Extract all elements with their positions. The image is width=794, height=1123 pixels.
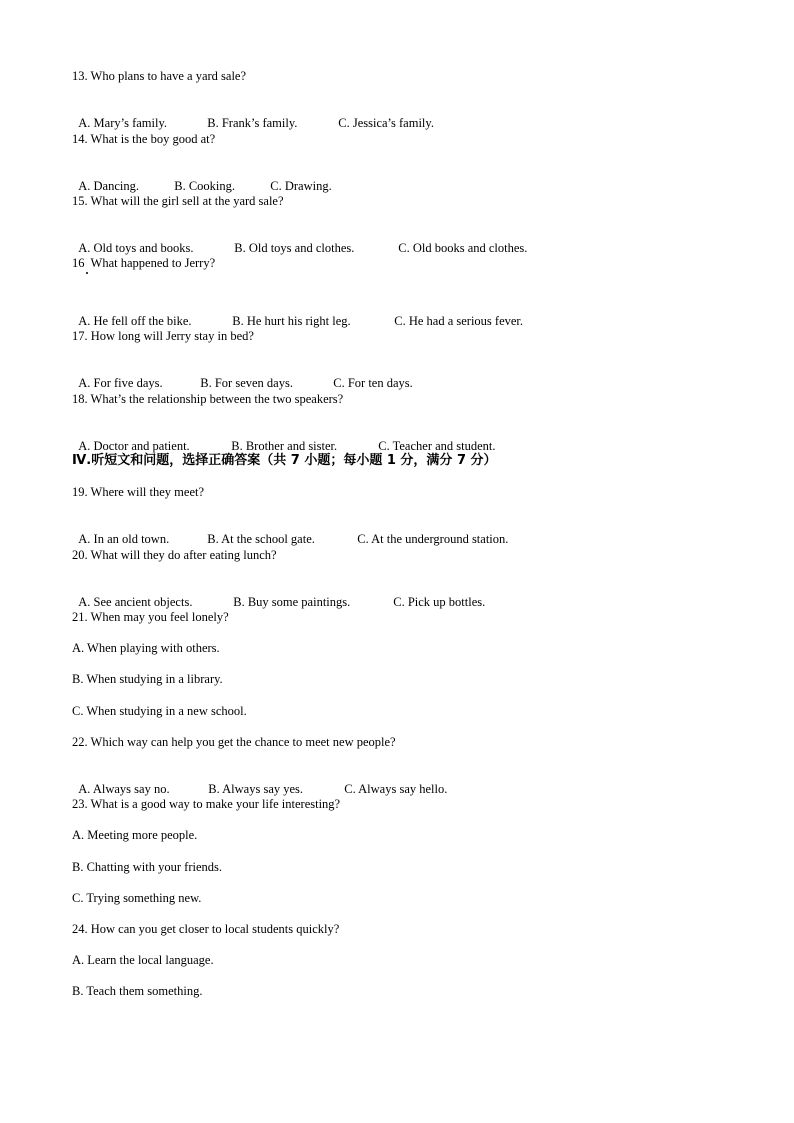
option-b: B. Buy some paintings. — [233, 595, 351, 609]
question-21: 21. When may you feel lonely? — [72, 610, 229, 624]
question-17-options — [72, 359, 413, 391]
question-22-options — [72, 765, 447, 797]
question-23: 23. What is a good way to make your life interesting? — [72, 797, 341, 811]
option-c: C. Drawing. — [270, 179, 332, 193]
question-16: 16 What happened to Jerry? — [72, 256, 216, 270]
option-b: B. For seven days. — [200, 376, 293, 390]
question-19: 19. Where will they meet? — [72, 485, 205, 499]
question-18-options — [72, 422, 496, 454]
question-15: 15. What will the girl sell at the yard sale? — [72, 194, 284, 208]
question-14-options — [72, 162, 332, 194]
option-a: A. Doctor and patient. — [78, 439, 190, 453]
option-c: C. Old books and clothes. — [398, 241, 528, 255]
question-17: 17. How long will Jerry stay in bed? — [72, 329, 254, 343]
option-b: B. Old toys and clothes. — [234, 241, 355, 255]
option-a: A. Old toys and books. — [78, 241, 194, 255]
question-22: 22. Which way can help you get the chance to meet new people? — [72, 735, 396, 749]
section-4-header: Ⅳ.听短文和问题，选择正确答案（共 7 小题；每小题 1 分，满分 7 分） — [72, 453, 497, 468]
option-a: A. Mary’s family. — [78, 116, 168, 130]
option-a: A. Always say no. — [78, 782, 170, 796]
option-a: A. In an old town. — [78, 532, 170, 546]
option-c: C. He had a serious fever. — [394, 314, 524, 328]
option-a: A. He fell off the bike. — [78, 314, 192, 328]
stray-dot — [86, 272, 88, 274]
option-c: C. Always say hello. — [344, 782, 448, 796]
option-b: B. Cooking. — [174, 179, 236, 193]
question-20: 20. What will they do after eating lunch? — [72, 548, 277, 562]
question-23-option-b: B. Chatting with your friends. — [72, 860, 222, 874]
option-b: B. Brother and sister. — [231, 439, 338, 453]
question-24-option-a: A. Learn the local language. — [72, 953, 214, 967]
option-a: A. Dancing. — [78, 179, 139, 193]
option-c: C. Teacher and student. — [378, 439, 496, 453]
question-20-options — [72, 578, 485, 610]
question-15-options — [72, 224, 527, 256]
option-b: B. At the school gate. — [207, 532, 315, 546]
option-c: C. For ten days. — [333, 376, 413, 390]
question-21-option-a: A. When playing with others. — [72, 641, 220, 655]
question-24-option-b: B. Teach them something. — [72, 984, 203, 998]
option-a: A. See ancient objects. — [78, 595, 193, 609]
question-23-option-c: C. Trying something new. — [72, 891, 202, 905]
option-a: A. For five days. — [78, 376, 163, 390]
option-c: C. Jessica’s family. — [338, 116, 434, 130]
option-b: B. He hurt his right leg. — [232, 314, 351, 328]
question-21-option-b: B. When studying in a library. — [72, 672, 223, 686]
question-23-option-a: A. Meeting more people. — [72, 828, 198, 842]
option-b: B. Always say yes. — [208, 782, 304, 796]
question-13: 13. Who plans to have a yard sale? — [72, 69, 247, 83]
question-14: 14. What is the boy good at? — [72, 132, 216, 146]
option-c: C. Pick up bottles. — [393, 595, 486, 609]
question-16-options — [72, 297, 523, 329]
option-c: C. At the underground station. — [357, 532, 509, 546]
question-19-options — [72, 515, 508, 547]
question-24: 24. How can you get closer to local students quickly? — [72, 922, 340, 936]
question-13-options — [72, 99, 434, 131]
option-b: B. Frank’s family. — [207, 116, 298, 130]
question-21-option-c: C. When studying in a new school. — [72, 704, 247, 718]
question-18: 18. What’s the relationship between the two speakers? — [72, 392, 344, 406]
